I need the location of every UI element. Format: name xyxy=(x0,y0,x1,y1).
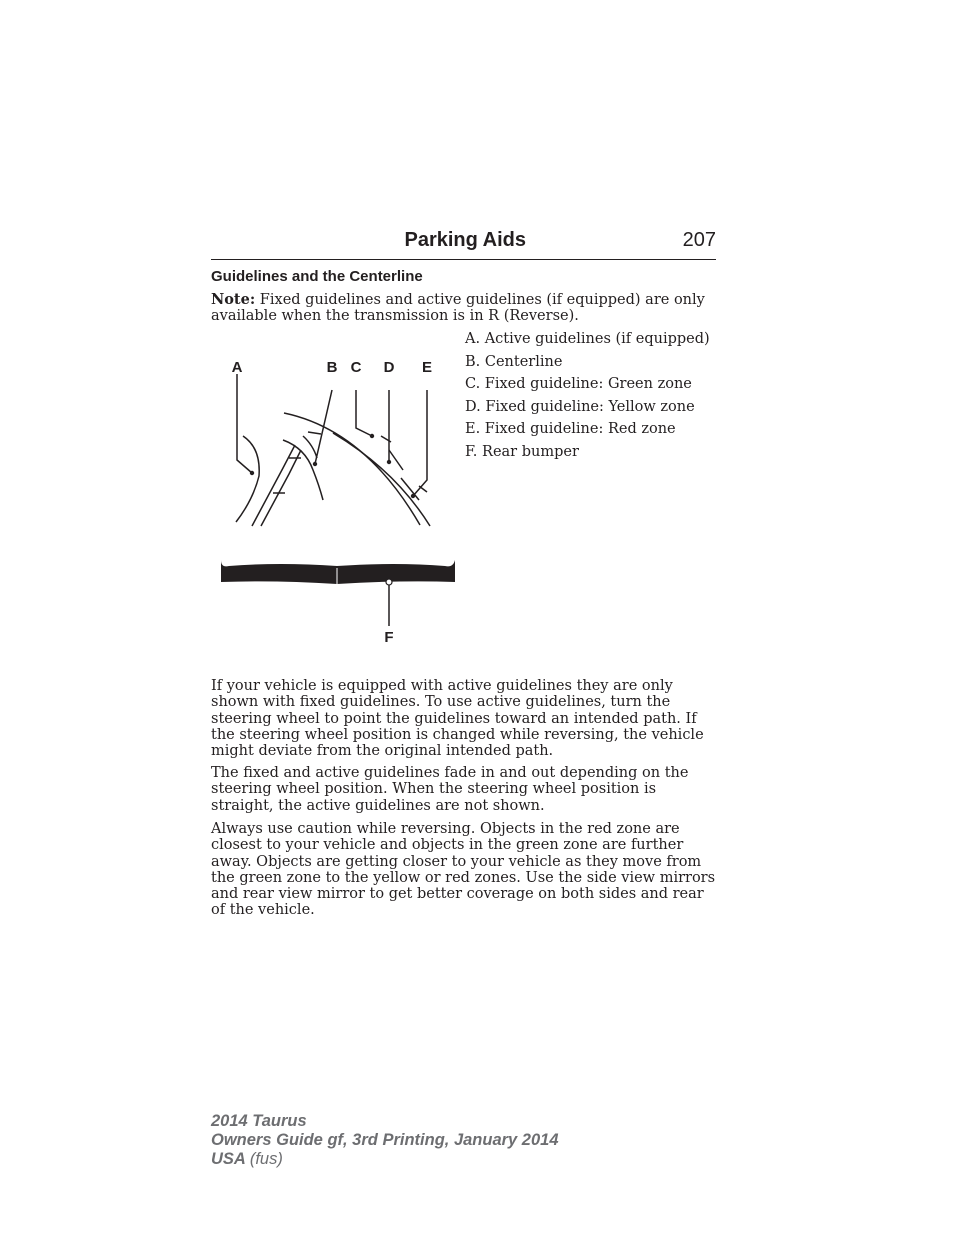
legend-item-c: C. Fixed guideline: Green zone xyxy=(465,376,692,393)
footer-model: 2014 Taurus xyxy=(211,1112,307,1130)
page-footer xyxy=(211,1112,559,1169)
guidelines-diagram xyxy=(205,350,465,650)
leader-e-dot xyxy=(411,494,415,498)
leader-b xyxy=(315,390,332,464)
fixed-guideline-right-tick-d xyxy=(389,450,403,470)
centerline xyxy=(283,440,323,500)
footer-region: USA xyxy=(211,1150,246,1168)
footer-region-line xyxy=(211,1150,559,1169)
subheading: Guidelines and the Centerline xyxy=(211,268,423,285)
note-label: Note: xyxy=(211,291,256,308)
body-paragraph-1: If your vehicle is equipped with active guidelines they are only shown with fixed guidelines. To use active guidelines, turn the steering wheel to point the guidelines toward an intended path. If the steering wheel position is changed while reversing, the vehicle might deviate from the original intended path. xyxy=(211,678,704,760)
legend-item-e: E. Fixed guideline: Red zone xyxy=(465,421,676,438)
figure-legend xyxy=(465,330,710,466)
footer-region-code: (fus) xyxy=(249,1150,283,1168)
callout-b: B xyxy=(326,359,338,376)
section-title: Parking Aids xyxy=(404,229,526,251)
fixed-guideline-left-inner xyxy=(261,450,301,526)
fixed-guideline-right-green xyxy=(284,413,420,525)
body-paragraph-3: Always use caution while reversing. Objects in the red zone are closest to your vehicle and objects in the green zone are further away. Objects are getting closer to your vehicle as they move from the green zone to the yellow or red zones. Use the side view mirrors and rear view mirror to get better coverage on both sides and rear of the vehicle. xyxy=(211,821,716,919)
rear-bumper xyxy=(221,560,455,584)
legend-item-d: D. Fixed guideline: Yellow zone xyxy=(465,398,695,415)
callout-a: A xyxy=(231,359,243,376)
legend-item-f: F. Rear bumper xyxy=(465,443,579,460)
fixed-guideline-right-yellow xyxy=(333,433,430,526)
leader-b-dot xyxy=(313,462,317,466)
fixed-guideline-right-tick-e xyxy=(401,478,419,500)
body-paragraph-2: The fixed and active guidelines fade in and out depending on the steering wheel position. When the steering wheel position is straight, the active guidelines are not shown. xyxy=(211,765,689,814)
leader-c-dot xyxy=(370,434,374,438)
page-header xyxy=(211,229,716,260)
fixed-guideline-left-tick-3 xyxy=(308,432,321,434)
note-paragraph xyxy=(211,292,717,325)
callout-c: C xyxy=(350,359,362,376)
footer-guide: Owners Guide gf, 3rd Printing, January 2014 xyxy=(211,1131,559,1149)
leader-f-dot xyxy=(386,579,392,585)
page-number: 207 xyxy=(682,229,716,251)
note-text: Fixed guidelines and active guidelines (if equipped) are only available when the transmission is in R (Reverse). xyxy=(211,292,705,325)
callout-f: F xyxy=(384,629,394,646)
leader-c xyxy=(356,390,372,436)
legend-item-b: B. Centerline xyxy=(465,353,563,370)
leader-e xyxy=(413,390,427,496)
callout-d: D xyxy=(383,359,395,376)
fixed-guideline-left-outer xyxy=(252,445,295,526)
leader-d-dot xyxy=(387,460,391,464)
leader-a-dot xyxy=(250,471,254,475)
guidelines-figure xyxy=(205,350,465,650)
active-guideline-left xyxy=(236,436,259,522)
legend-item-a: A. Active guidelines (if equipped) xyxy=(465,331,710,347)
callout-e: E xyxy=(421,359,433,376)
leader-a xyxy=(237,374,252,473)
